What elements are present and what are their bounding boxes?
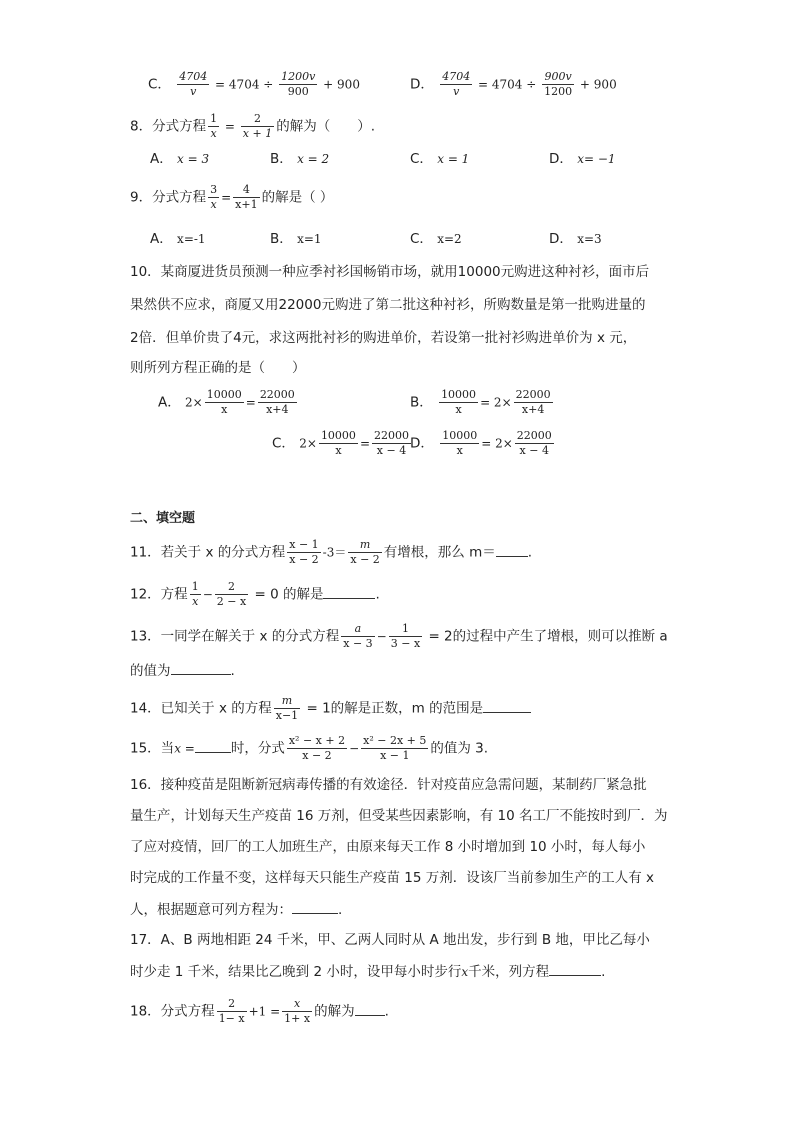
numerator: 10000 [320,429,356,442]
fraction [389,622,422,651]
option-label: D． [410,435,434,452]
answer-blank[interactable] [483,698,531,713]
answer-blank[interactable] [355,1001,385,1016]
q10-option-a[interactable] [158,388,299,417]
equation-text: 2× [299,436,317,451]
section-heading: 二、填空题 [130,511,196,526]
option-label: C． [410,151,433,167]
fraction [274,694,300,723]
fraction [348,538,381,567]
option-label: D． [410,76,434,93]
option-value: x=2 [437,232,462,246]
option-value: x = 2 [297,152,330,166]
question-text: . [338,902,343,918]
q10-line-2: 果然供不应求，商厦又用22000元购进了第二批这种衬衫，所购数量是第一批购进量的 [130,297,646,313]
numerator: 4 [233,183,259,198]
question-text: 14．已知关于 x 的方程 [130,700,272,717]
q7-option-d [410,70,617,99]
q14-stem [130,694,531,723]
option-label: D． [549,151,573,167]
option-value: x= −1 [577,152,616,166]
numerator: 22000 [374,429,409,442]
q16-line-2: 量生产，计划每天生产疫苗 16 万剂，但受某些因素影响，有 10 名工厂不能按时到厂．为 [130,808,668,824]
fraction [361,734,428,763]
q7-option-c [148,70,360,99]
denominator: x+4 [521,403,545,416]
question-text: 11．若关于 x 的分式方程 [130,544,286,561]
question-text: 9．分式方程 [130,189,207,206]
fraction [177,70,209,99]
fraction [258,388,297,417]
equation-text: = [221,190,232,205]
option-label: C． [148,76,171,93]
fraction [190,580,201,609]
equation-text: − [349,741,360,756]
numerator: 900v [542,70,574,85]
denominator: x [335,444,342,457]
denominator: x + 1 [242,127,273,140]
numerator: 10000 [442,429,478,442]
question-text: 12．方程 [130,586,188,603]
question-text: 的解为（ ）. [276,118,375,135]
question-text: 18．分式方程 [130,1003,215,1020]
answer-blank[interactable] [195,738,231,753]
equation-text: +1 = [248,1004,281,1019]
numerator: x [282,997,312,1012]
fraction [205,388,244,417]
q18-stem [130,997,389,1026]
equation-text: = [180,741,195,756]
fraction [217,997,247,1026]
answer-blank[interactable] [549,961,601,976]
q10-line-1: 10．某商厦进货员预测一种应季衬衫国畅销市场，就用10000元购进这种衬衫，面市后 [130,264,650,280]
question-text: 的值为 3. [430,740,489,757]
fraction [515,429,554,458]
q11-stem [130,538,532,567]
equation-text: − [202,587,213,602]
denominator: x − 2 [302,749,332,762]
fraction [287,734,347,763]
numerator: m [348,538,381,553]
denominator: x+4 [266,403,289,416]
numerator: a [341,622,374,637]
q15-stem [130,734,488,763]
question-text: 的值为 [130,663,171,679]
option-label: A． [150,151,173,167]
answer-blank[interactable] [323,584,375,599]
fraction [341,622,374,651]
fraction [319,429,358,458]
option-label: D． [549,231,573,247]
numerator: x − 1 [289,538,319,551]
option-label: A． [158,394,181,411]
denominator: x+1 [235,198,258,211]
denominator: 3 − x [390,637,421,650]
q9-option-a[interactable] [150,229,206,249]
numerator: 1 [191,580,199,593]
q8-option-d[interactable] [549,149,616,169]
question-text: 15．当 [130,740,175,757]
equation-text: − [376,629,387,644]
fraction [440,429,479,458]
question-text: 千米，列方程 [468,964,550,980]
q17-line-1: 17．A、B 两地相距 24 千米，甲、乙两人同时从 A 地出发，步行到 B 地，甲比乙每小 [130,932,650,948]
denominator: x [210,127,217,140]
denominator: x − 1 [380,749,410,762]
numerator: 1200v [281,70,316,83]
q9-option-c[interactable] [410,229,462,249]
variable: x [174,741,181,756]
question-text: 人，根据题意可列方程为： [130,902,292,918]
q9-stem [130,183,333,212]
numerator: 10000 [206,388,242,401]
equation-text: = 2× [481,436,513,451]
question-text: = 1的解是正数，m 的范围是 [302,700,484,717]
option-label: B． [270,231,293,247]
numerator: 10000 [441,388,477,401]
q9-option-b[interactable] [270,229,322,249]
equation-text: + 900 [319,77,360,92]
numerator: x² − 2x + 5 [363,734,427,747]
numerator: 1 [210,112,218,125]
q16-line-5 [130,899,342,920]
numerator: 2 [215,580,248,595]
question-text: = 2的过程中产生了增根，则可以推断 a [424,628,668,645]
equation-text: -3＝ [322,545,347,560]
denominator: x [221,403,228,416]
denominator: 2 − x [216,595,247,608]
question-text: 13．一同学在解关于 x 的分式方程 [130,628,340,645]
denominator: x − 4 [376,444,407,457]
denominator: x [192,595,199,608]
denominator: 1− x [218,1012,245,1025]
option-label: B． [410,394,433,411]
option-label: A． [150,231,173,247]
equation-text: = 4704 ÷ [474,77,541,92]
denominator: x − 4 [519,444,549,457]
q16-line-4: 时完成的工作量不变，这样每天只能生产疫苗 15 万剂．设该厂当前参加生产的工人有 x [130,870,655,886]
equation-text: = 4704 ÷ [211,77,278,92]
question-text: . [375,586,380,603]
answer-blank[interactable] [292,899,338,914]
q10-option-b[interactable] [410,388,555,417]
q13-line-2 [130,660,235,681]
fraction [287,538,320,567]
fraction [215,580,248,609]
denominator: 1200 [544,85,573,98]
numerator: 2 [217,997,247,1012]
q8-option-b[interactable] [270,149,329,169]
question-text: 8．分式方程 [130,118,207,135]
fraction [208,112,219,141]
denominator: x [210,198,217,211]
q16-line-1: 16．接种疫苗是阻断新冠病毒传播的有效途径．针对疫苗应急需问题，某制药厂紧急批 [130,777,647,793]
numerator: 22000 [259,388,295,401]
question-text: 时，分式 [230,740,285,757]
numerator: m [274,694,300,709]
question-text: 时少走 1 千米，结果比乙晚到 2 小时，设甲每小时步行 [130,964,462,980]
question-text: . [384,1003,389,1020]
denominator: 1+ x [284,1012,311,1025]
numerator: 22000 [515,388,551,401]
fraction [208,183,219,212]
fraction [440,70,472,99]
option-value: x=3 [577,232,602,246]
q8-option-a[interactable] [150,149,209,169]
option-value: x=1 [297,232,322,246]
denominator: x−1 [275,709,299,722]
numerator: 4704 [179,70,208,83]
q10-line-3: 2倍．但单价贵了4元，求这两批衬衫的购进单价，若设第一批衬衫购进单价为 x 元， [130,330,637,346]
numerator: 2 [241,112,274,127]
variable: x [461,965,469,979]
equation-text: = [221,119,239,134]
equation-text: = [245,395,256,410]
fraction [439,388,478,417]
answer-blank[interactable] [171,660,231,675]
denominator: v [453,85,460,98]
option-value: x = 1 [437,152,470,166]
question-text: 的解为 [314,1003,355,1020]
fraction [282,997,312,1026]
q12-stem [130,580,380,609]
question-text: . [601,964,606,980]
answer-blank[interactable] [496,542,528,557]
fraction [542,70,574,99]
fraction [372,429,411,458]
fraction [241,112,274,141]
option-label: C． [410,231,433,247]
option-value: x=-1 [177,232,206,246]
option-label: C． [272,435,295,452]
denominator: v [190,85,197,98]
question-text: . [527,544,533,561]
q16-line-3: 了应对疫情，回厂的工人加班生产，由原来每天工作 8 小时增加到 10 小时，每人每小 [130,839,646,855]
question-text: = 0 的解是 [250,586,324,603]
question-text: 有增根，那么 m＝ [383,544,496,561]
fraction [279,70,317,99]
equation-text: = 2× [480,395,512,410]
q17-line-2 [130,961,605,982]
denominator: x [455,403,462,416]
denominator: x − 3 [343,637,373,650]
option-value: x = 3 [177,152,210,166]
fraction [514,388,553,417]
question-text: 的解是（ ） [261,189,334,206]
q10-option-c[interactable] [272,429,413,458]
q10-option-d[interactable] [410,429,556,458]
option-label: B． [270,151,293,167]
denominator: x − 2 [289,553,319,566]
denominator: 900 [287,85,309,98]
equation-text: 2× [185,395,203,410]
numerator: x² − x + 2 [288,734,346,747]
q10-line-4: 则所列方程正确的是（ ） [130,360,306,376]
q8-option-c[interactable] [410,149,469,169]
q13-stem [130,622,668,651]
q9-option-d[interactable] [549,229,602,249]
denominator: x − 2 [350,553,380,566]
fraction [233,183,259,212]
q8-stem [130,112,375,141]
numerator: 22000 [516,429,552,442]
numerator: 1 [389,622,422,637]
question-text: . [230,663,235,679]
equation-text: = [359,436,370,451]
denominator: x [456,444,463,457]
equation-text: + 900 [576,77,617,92]
numerator: 3 [210,183,218,196]
numerator: 4704 [442,70,471,83]
